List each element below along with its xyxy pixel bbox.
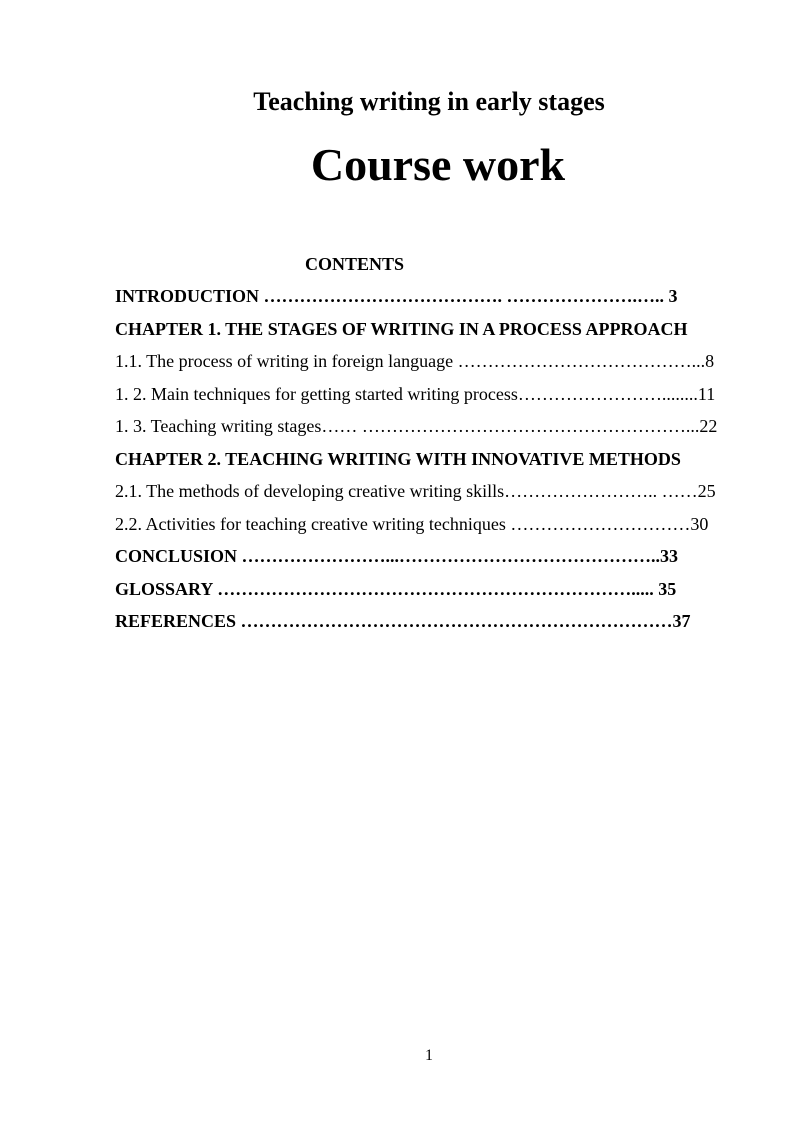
toc-item-chapter-1: CHAPTER 1. THE STAGES OF WRITING IN A PROCESS APPROACH: [115, 318, 688, 339]
toc-item-conclusion: CONCLUSION ……………………...……………………………………..33: [115, 546, 679, 566]
toc-item-references: REFERENCES ………………………………………………………………37: [115, 611, 691, 631]
toc-item-1-3: 1. 3. Teaching writing stages…… ………………………………………………...22: [115, 416, 718, 436]
toc-item-1-2: 1. 2. Main techniques for getting started writing process……………………........11: [115, 383, 716, 404]
toc-item-1-1: 1.1. The process of writing in foreign language …………………………………...8: [115, 351, 715, 371]
table-of-contents: [115, 284, 755, 642]
document-subtitle: Teaching writing in early stages: [253, 87, 605, 116]
page-number: 1: [425, 1047, 433, 1064]
toc-item-2-1: 2.1. The methods of developing creative writing skills…………………….. ……25: [115, 481, 716, 501]
toc-item-2-2: 2.2. Activities for teaching creative writing techniques …………………………30: [115, 513, 709, 534]
contents-heading: CONTENTS: [305, 254, 405, 274]
toc-item-glossary: GLOSSARY ……………………………………………………………..... 35: [115, 578, 677, 599]
toc-item-introduction: INTRODUCTION …………………………………. ………………….….. 3: [115, 286, 678, 306]
document-title: Course work: [310, 139, 566, 190]
toc-item-chapter-2: CHAPTER 2. TEACHING WRITING WITH INNOVATIVE METHODS: [115, 448, 681, 469]
